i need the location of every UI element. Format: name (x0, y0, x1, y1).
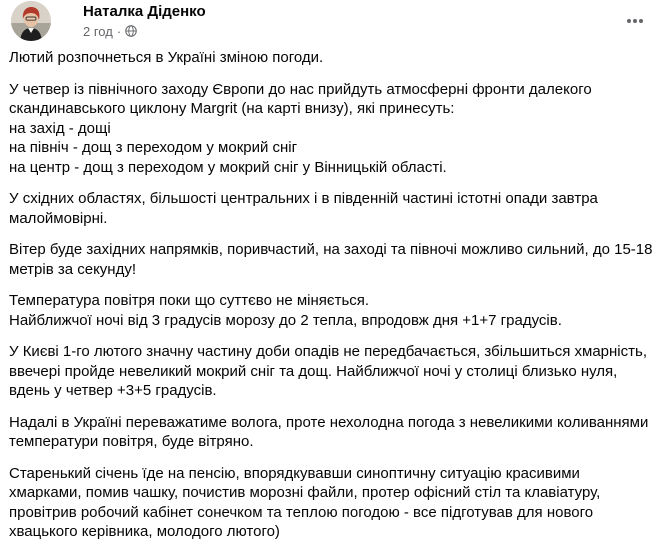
post-text-line: хмарками, помив чашку, почистив морозні файли, протер офісний стіл та клавіатуру, (9, 484, 601, 501)
post-paragraph (9, 240, 653, 279)
post-text-line: ввечері пройде невеликий мокрий сніг та дощ. Найближчої ночі у столиці близько нуля, (9, 362, 618, 380)
post-text-line: малоймовірні. (9, 209, 108, 227)
post-paragraph (9, 48, 649, 68)
meta-separator: · (116, 23, 122, 39)
post-text-line: температури повітря, буде вітряно. (9, 433, 254, 450)
post-text-line: хвацького керівника, молодого лютого) (9, 523, 280, 540)
author-name[interactable]: Наталка Діденко (83, 3, 206, 20)
post-header (0, 0, 655, 44)
post-paragraph (9, 189, 649, 228)
post-paragraph (9, 464, 649, 542)
post-meta (83, 23, 137, 39)
post-text-line: на захід - дощі (9, 119, 111, 137)
post-text-line: Вітер буде західних напрямків, поривчастий, на заході та півночі можливо сильний, до 15-18 (9, 241, 653, 258)
author-avatar[interactable] (11, 1, 51, 41)
post-text-line: У Києві 1-го лютого значну частину доби опадів не передбачається, збільшиться хмарність, (9, 343, 647, 360)
post-text-line: метрів за секунду! (9, 260, 137, 278)
post-text-line: У четвер із північного заходу Європи до нас прийдуть атмосферні фронти далекого (9, 80, 592, 98)
post-text-line: Лютий розпочнеться в Україні зміною погоди. (9, 49, 324, 66)
post-paragraph (9, 342, 649, 401)
post-text-line: Температура повітря поки що суттєво не міняється. (9, 292, 370, 309)
post-text-line: вдень у четвер +3+5 градусів. (9, 382, 217, 399)
post-text-line: на центр - дощ з переходом у мокрий сніг у Вінницькій області. (9, 158, 447, 176)
globe-icon (125, 25, 137, 37)
post-body (9, 48, 653, 554)
post-text-line: провітрив робочий кабінет сонечком та теплою погодою - все підготував для нового (9, 503, 594, 521)
post-text-line: У східних областях, більшості центральних і в південній частині істотні опади завтра (9, 190, 598, 207)
post-text-line: Надалі в Україні переважатиме волога, проте нехолодна погода з невеликими коливаннями (9, 413, 649, 431)
more-options-button[interactable] (620, 6, 650, 36)
post-text-line: скандинавського циклону Margrit (на карті внизу), які принесуть: (9, 100, 455, 117)
post-timestamp[interactable]: 2 год (83, 23, 113, 39)
post-paragraph (9, 80, 649, 178)
post-paragraph (9, 413, 649, 452)
post-text-line: Старенький січень їде на пенсію, впорядкувавши синоптичну ситуацію красивими (9, 464, 580, 482)
post-paragraph (9, 291, 649, 330)
post-text-line: Найближчої ночі від 3 градусів морозу до 2 тепла, впродовж дня +1+7 градусів. (9, 311, 562, 329)
post-text-line: на північ - дощ з переходом у мокрий сніг (9, 139, 298, 156)
more-horizontal-icon (626, 18, 644, 24)
